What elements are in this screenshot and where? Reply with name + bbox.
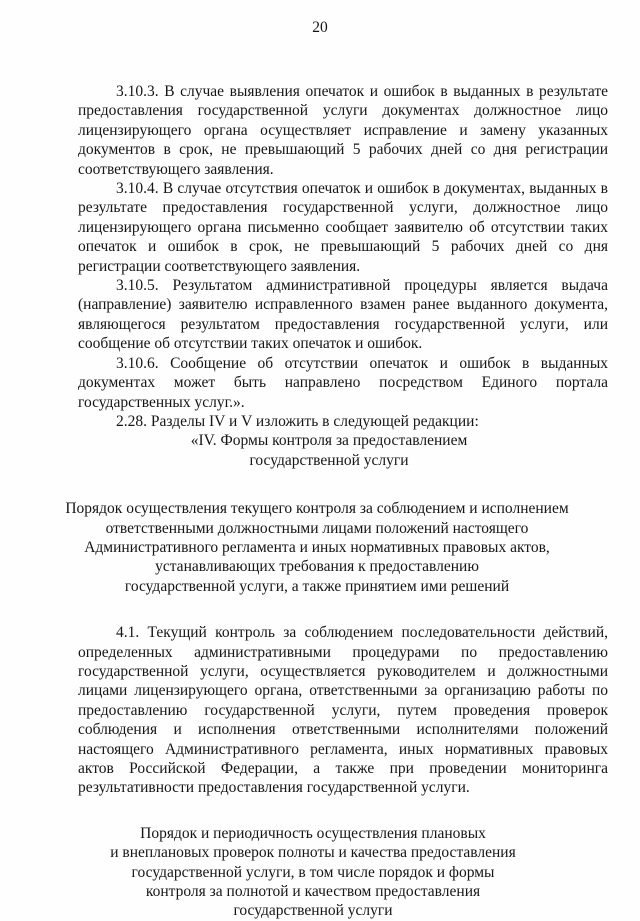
paragraph-2-28: 2.28. Разделы IV и V изложить в следующей редакции: <box>116 412 479 430</box>
subsection-heading-current-control <box>52 499 582 596</box>
paragraph-3-10-5: 3.10.5. Результатом административной процедуры является выдача (направление) заявителю исправленного взамен ранее выданного документа, являющегося результатом предоставления государственной услуги, или сообщение об отсутствии таких опечаток и ошибок. <box>78 277 608 353</box>
heading-line: государственной услуги, в том числе порядок и формы <box>131 863 495 881</box>
heading-line: устанавливающих требования к предоставлению <box>155 558 479 576</box>
page-number: 20 <box>312 19 328 36</box>
heading-line: государственной услуги <box>233 902 393 920</box>
section-title-line: государственной услуги <box>249 451 409 469</box>
paragraph-3-10-4: 3.10.4. В случае отсутствия опечаток и ошибок в документах, выданных в результате предоставления государственной услуги, должностное лицо лицензирующего органа письменно сообщает заявителю об отсутствии таких опечаток и ошибок в срок, не превышающий 5 рабочих дней со дня регистрации соответствующего заявления. <box>78 180 608 275</box>
heading-line: государственной услуги, а также принятием ими решений <box>124 577 510 595</box>
document-body <box>65 82 608 921</box>
section-title-line: «IV. Формы контроля за предоставлением <box>190 432 468 450</box>
heading-line: контроля за полнотой и качеством предоставления <box>145 883 481 901</box>
heading-line: и внеплановых проверок полноты и качества предоставления <box>110 844 516 862</box>
heading-line: Порядок осуществления текущего контроля за соблюдением и исполнением <box>65 500 569 518</box>
heading-line: Административного регламента и иных нормативных правовых актов, <box>84 538 550 556</box>
subsection-heading-inspections <box>48 824 578 921</box>
section-title <box>64 431 594 470</box>
paragraph-3-10-3: 3.10.3. В случае выявления опечаток и ошибок в выданных в результате предоставления государственной услуги документах должностное лицо лицензирующего органа осуществляет исправление и замену указанных документов в срок, не превышающий 5 рабочих дней со дня регистрации соответствующего заявления. <box>78 83 608 178</box>
paragraph-4-1: 4.1. Текущий контроль за соблюдением последовательности действий, определенных административными процедурами по предоставлению государственной услуги, осуществляется руководителем и должностными лицами лицензирующего органа, ответственными за организацию работы по предоставлению государственной услуги, путем проведения проверок соблюдения и исполнения ответственными исполнителями положений настоящего Административного регламента, иных нормативных правовых актов Российской Федерации, а также при проведении мониторинга результативности предоставления государственной услуги. <box>78 624 608 797</box>
heading-line: ответственными должностными лицами положений настоящего <box>105 519 529 537</box>
heading-line: Порядок и периодичность осуществления плановых <box>140 824 486 842</box>
paragraph-3-10-6: 3.10.6. Сообщение об отсутствии опечаток и ошибок в выданных документах может быть направлено посредством Единого портала государственных услуг.». <box>78 354 608 411</box>
